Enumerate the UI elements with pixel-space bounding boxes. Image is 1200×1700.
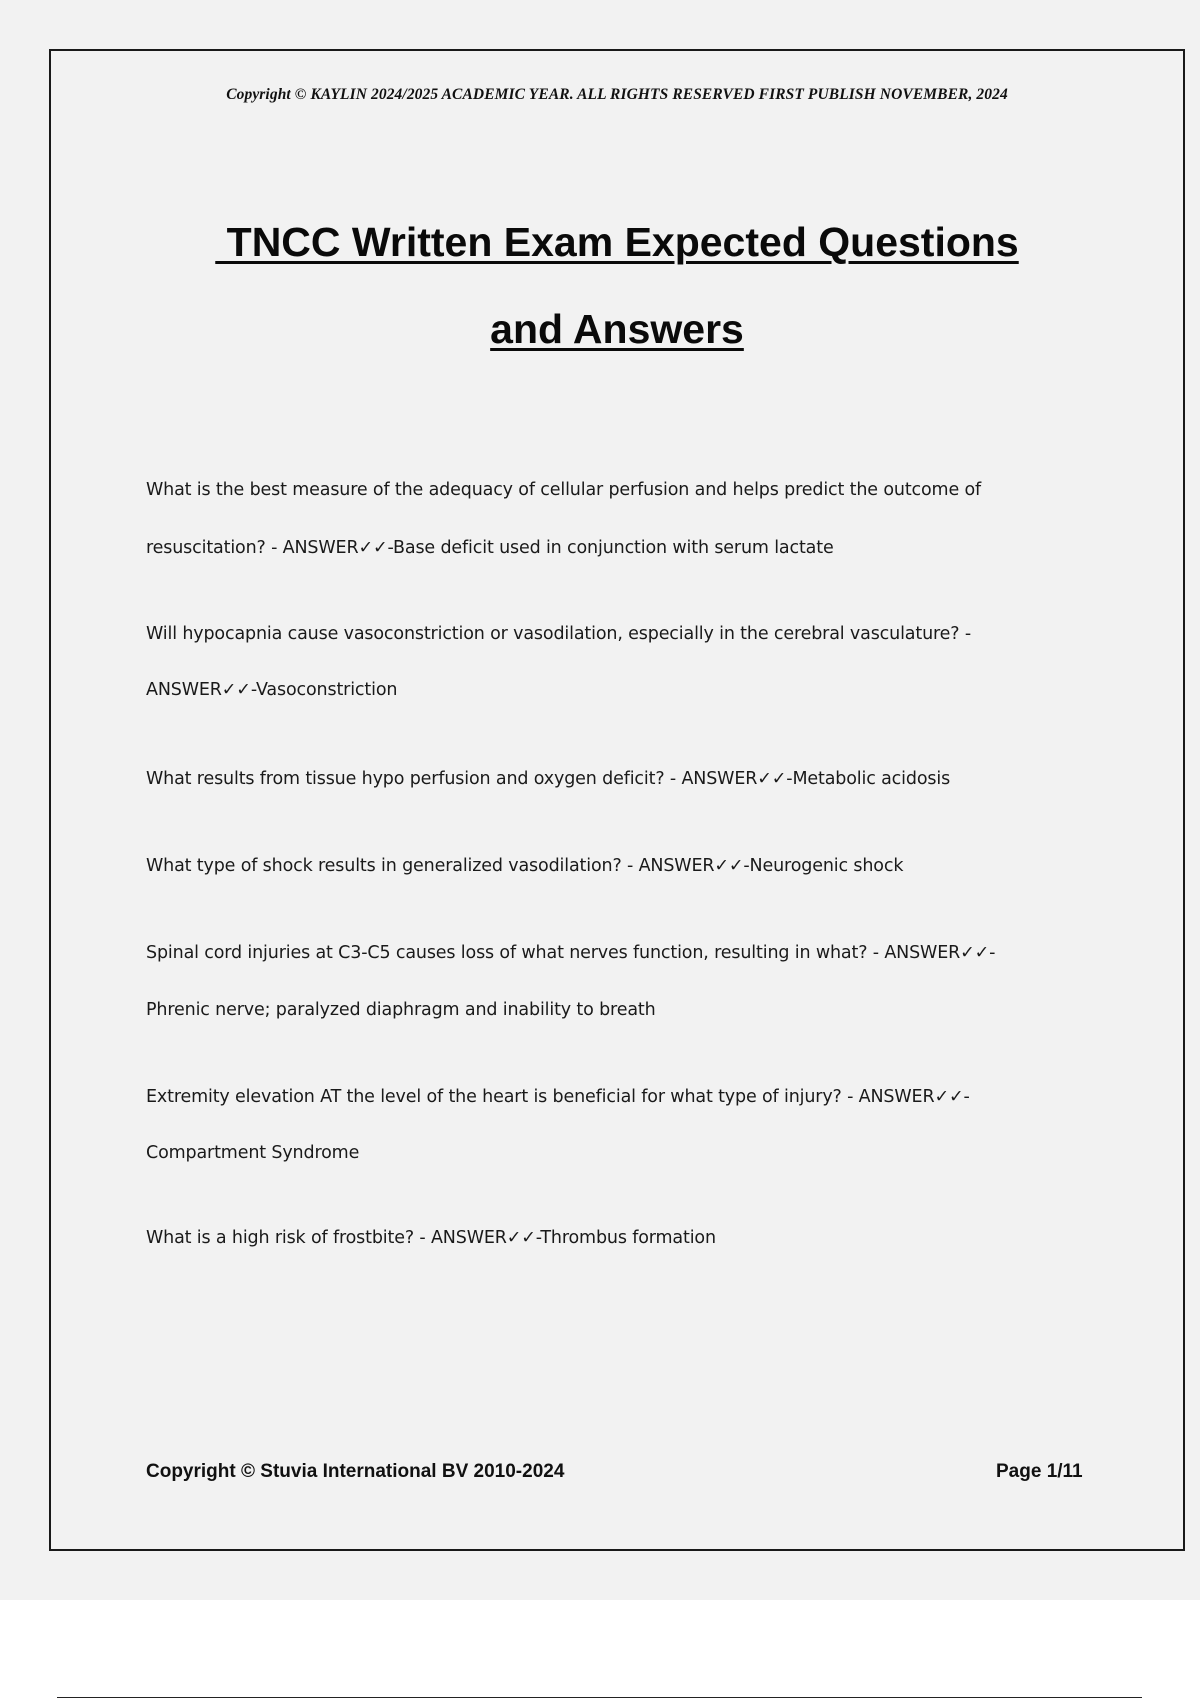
page-number: Page 1/11 (996, 1461, 1083, 1482)
qa-question-line: Extremity elevation AT the level of the heart is beneficial for what type of injury? - ANSWER✓✓- (146, 1087, 970, 1107)
qa-question-line: What is a high risk of frostbite? - ANSWER✓✓-Thrombus formation (146, 1228, 716, 1248)
document-title-line-2 (0, 305, 1200, 353)
next-page-divider (57, 1697, 1142, 1698)
qa-question-line: What type of shock results in generalized vasodilation? - ANSWER✓✓-Neurogenic shock (146, 856, 904, 876)
qa-question-line: Spinal cord injuries at C3-C5 causes loss of what nerves function, resulting in what? - ANSWER✓✓- (146, 943, 996, 963)
title-line-1-text: TNCC Written Exam Expected Questions (215, 219, 1019, 265)
qa-answer-line: Phrenic nerve; paralyzed diaphragm and inability to breath (146, 1000, 656, 1020)
header-copyright: Copyright © KAYLIN 2024/2025 ACADEMIC YEAR. ALL RIGHTS RESERVED FIRST PUBLISH NOVEMBER, 2024 (226, 86, 1008, 103)
qa-question-line: Will hypocapnia cause vasoconstriction or vasodilation, especially in the cerebral vasculature? - (146, 624, 972, 644)
qa-answer-line: Compartment Syndrome (146, 1143, 360, 1163)
qa-answer-line: resuscitation? - ANSWER✓✓-Base deficit used in conjunction with serum lactate (146, 538, 834, 558)
qa-question-line: What is the best measure of the adequacy of cellular perfusion and helps predict the outcome of (146, 480, 982, 500)
footer-copyright: Copyright © Stuvia International BV 2010-2024 (146, 1461, 565, 1482)
page-frame (49, 49, 1185, 1551)
document-title-line-1 (0, 218, 1200, 266)
qa-question-line: What results from tissue hypo perfusion and oxygen deficit? - ANSWER✓✓-Metabolic acidosis (146, 769, 951, 789)
qa-answer-line: ANSWER✓✓-Vasoconstriction (146, 680, 398, 700)
title-line-2-text: and Answers (490, 306, 744, 352)
